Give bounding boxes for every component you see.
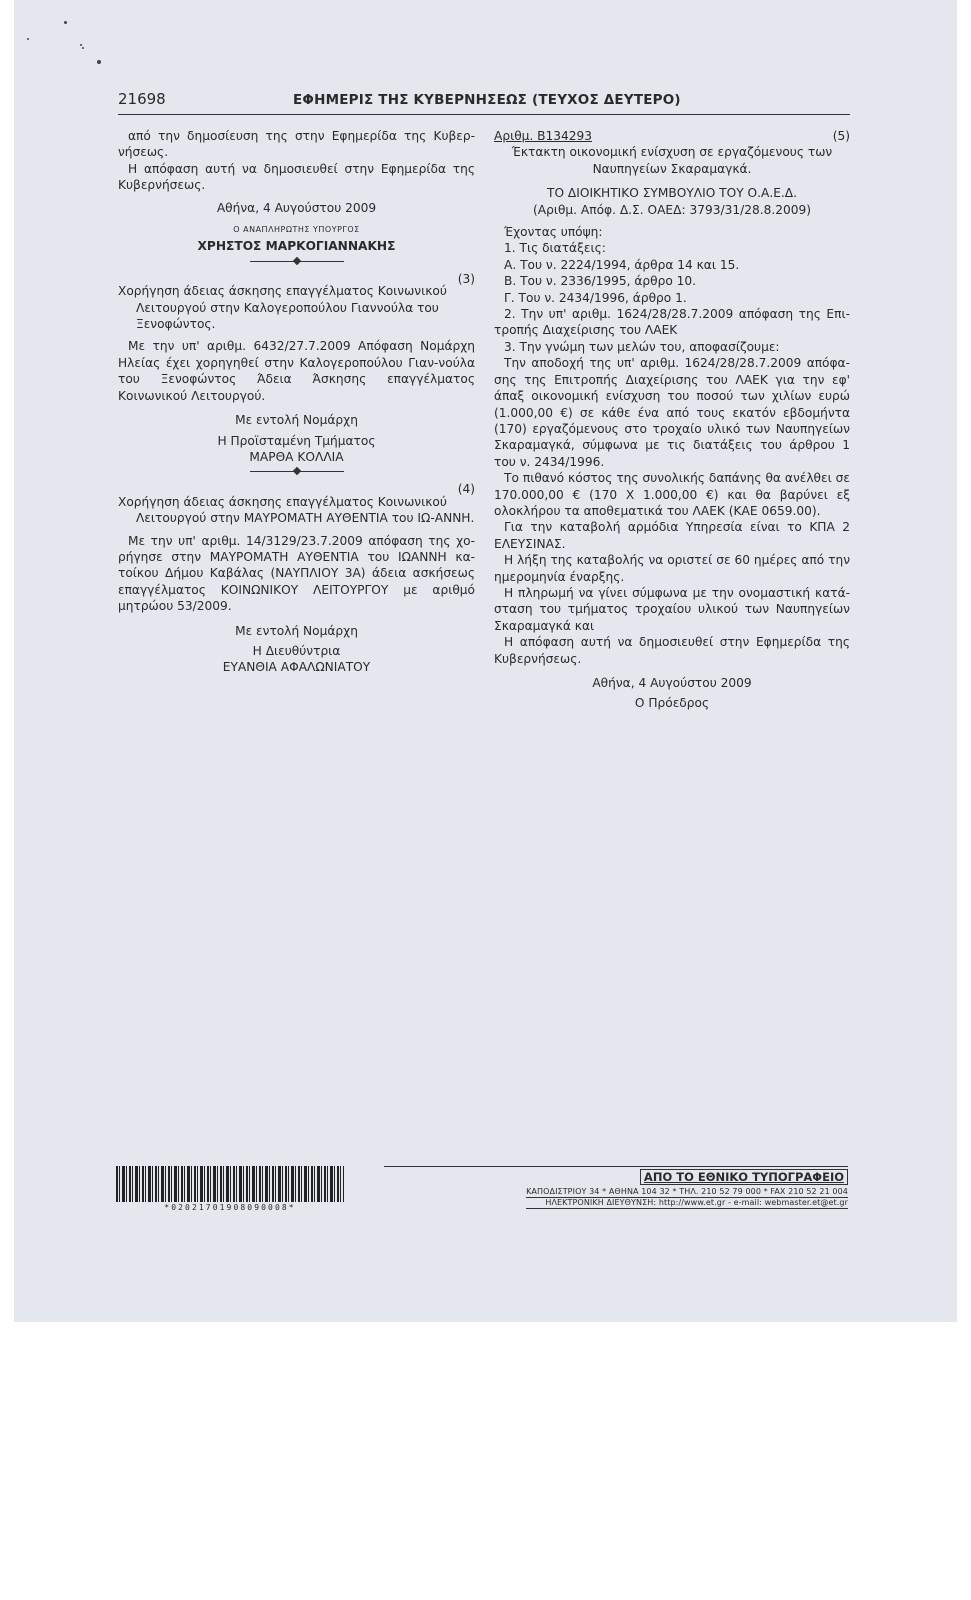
printer-rule	[384, 1166, 848, 1167]
page-header	[118, 88, 850, 115]
considering: Έχοντας υπόψη:	[504, 225, 603, 240]
item-3: 3. Την γνώμη των μελών του, αποφασίζουμε:	[504, 339, 780, 354]
section-3-sign-3: ΜΑΡΘΑ ΚΟΛΛΙΑ	[249, 449, 344, 464]
item-2: 2. Την υπ' αριθμ. 1624/28/28.7.2009 απόφαση της Επι-τροπής Διαχείρισης του ΛΑΕΚ	[494, 307, 850, 338]
barcode-bars	[116, 1166, 344, 1202]
printer-address: ΚΑΠΟΔΙΣΤΡΙΟΥ 34 * ΑΘΗΝΑ 104 32 * ΤΗΛ. 210 52 79 000 * FAX 210 52 21 004	[526, 1187, 848, 1196]
item-1: 1. Τις διατάξεις:	[504, 241, 606, 256]
decision-paragraph-3: Για την καταβολή αρμόδια Υπηρεσία είναι το ΚΠΑ 2 ΕΛΕΥΣΙΝΑΣ.	[494, 520, 850, 551]
section-separator	[250, 257, 344, 265]
decision-paragraph-2: Το πιθανό κόστος της συνολικής δαπάνης θα ανέλθει σε 170.000,00 € (170 Χ 1.000,00 €) και θα βαρύνει εξ ολοκλήρου τα αποθεματικά του ΛΑΕΚ (ΚΑΕ 0659.00).	[494, 471, 850, 518]
signer-name: ΧΡΗΣΤΟΣ ΜΑΡΚΟΓΙΑΝΝΑΚΗΣ	[197, 239, 396, 254]
right-date: Αθήνα, 4 Αυγούστου 2009	[592, 676, 752, 690]
decision-paragraph-6: Η απόφαση αυτή να δημοσιευθεί στην Εφημερίδα της Κυβερνήσεως.	[494, 635, 850, 666]
journal-title: ΕΦΗΜΕΡΙΣ ΤΗΣ ΚΥΒΕΡΝΗΣΕΩΣ (ΤΕΥΧΟΣ ΔΕΥΤΕΡΟ)	[293, 92, 681, 108]
right-column	[494, 128, 850, 712]
section-3-sign-1: Με εντολή Νομάρχη	[235, 413, 358, 428]
section-4-sign-3: ΕΥΑΝΘΙΑ ΑΦΑΛΩΝΙΑΤΟΥ	[222, 660, 371, 675]
left-date: Αθήνα, 4 Αυγούστου 2009	[216, 200, 377, 215]
item-1c: Γ. Του ν. 2434/1996, άρθρο 1.	[504, 290, 687, 305]
printer-contact	[526, 1187, 848, 1209]
signer-title: Ο ΑΝΑΠΛΗΡΩΤΗΣ ΥΠΟΥΡΓΟΣ	[233, 225, 360, 235]
decision-paragraph-1: Την αποδοχή της υπ' αριθμ. 1624/28/28.7.2009 απόφα-σης της Επιτροπής Διαχείρισης του ΛΑΕΚ για την εφ' άπαξ οικονομική ενίσχυση του ποσού των χιλίων ευρώ (1.000,00 €) σε κάθε ένα από τους εκατόν εβδομήντα (170) εργαζόμενους στο τροχαίο υλικό των Ναυπηγείων Σκαραμαγκά, σύμφωνα με τις διατάξεις του άρθρου 1 του ν. 2434/1996.	[494, 356, 850, 469]
section-3-title: Χορήγηση άδειας άσκησης επαγγέλματος Κοινωνικού Λειτουργού στην Καλογεροπούλου Γιαννούλα του Ξενοφώντος.	[118, 284, 447, 332]
intro-paragraph-1: από την δημοσίευση της στην Εφημερίδα της Κυβερ-νήσεως.	[118, 129, 475, 160]
decision-paragraph-4: Η λήξη της καταβολής να οριστεί σε 60 ημέρες από την ημερομηνία έναρξης.	[494, 553, 850, 584]
printer-block	[384, 1166, 848, 1207]
item-1b: Β. Του ν. 2336/1995, άρθρο 10.	[504, 274, 697, 289]
page-number: 21698	[118, 90, 166, 108]
section-3-number: (3)	[457, 271, 475, 286]
barcode	[116, 1166, 344, 1212]
decision-reference: Αριθμ. Β134293	[494, 129, 593, 143]
decision-paragraph-5: Η πληρωμή να γίνει σύμφωνα με την ονομαστική κατά-σταση του τμήματος τροχαίου υλικού των Ναυπηγείων Σκαραμαγκά και	[494, 585, 850, 633]
board-decision-ref: (Αριθμ. Απόφ. Δ.Σ. ΟΑΕΔ: 3793/31/28.8.2009)	[533, 202, 811, 217]
section-4-sign-2: Η Διευθύντρια	[252, 643, 341, 658]
section-4-body: Με την υπ' αριθμ. 14/3129/23.7.2009 απόφαση της χο-ρήγησε στην ΜΑΥΡΟΜΑΤΗ ΑΥΘΕΝΤΙΑ του ΙΩΑΝΝΗ κα-τοίκου Δήμου Καβάλας (ΝΑΥΠΛΙΟΥ 3Α) άδεια ασκήσεως επαγγέλματος ΚΟΙΝΩΝΙΚΟΥ ΛΕΙΤΟΥΡΓΟΥ με αριθμό μητρώου 53/2009.	[118, 533, 475, 614]
section-4-number: (4)	[457, 482, 475, 497]
section-5-title: Έκτακτη οικονομική ενίσχυση σε εργαζόμενους των Ναυπηγείων Σκαραμαγκά.	[511, 145, 833, 176]
barcode-digits: *02021701908090008*	[164, 1203, 296, 1212]
printer-name: ΑΠΟ ΤΟ ΕΘΝΙΚΟ ΤΥΠΟΓΡΑΦΕΙΟ	[640, 1169, 848, 1185]
left-column	[118, 128, 475, 676]
section-4-title: Χορήγηση άδειας άσκησης επαγγέλματος Κοινωνικού Λειτουργού στην ΜΑΥΡΟΜΑΤΗ ΑΥΘΕΝΤΙΑ του ΙΩ-ΑΝΝΗ.	[118, 494, 475, 526]
intro-paragraph-2: Η απόφαση αυτή να δημοσιευθεί στην Εφημερίδα της Κυβερνήσεως.	[118, 161, 475, 193]
section-3-sign-2: Η Προϊσταμένη Τμήματος	[217, 433, 376, 448]
section-separator	[250, 467, 344, 475]
item-1a: Α. Του ν. 2224/1994, άρθρα 14 και 15.	[504, 257, 740, 272]
board-name: ΤΟ ΔΙΟΙΚΗΤΙΚΟ ΣΥΜΒΟΥΛΙΟ ΤΟΥ Ο.Α.Ε.Δ.	[547, 186, 797, 201]
section-3-body: Με την υπ' αριθμ. 6432/27.7.2009 Απόφαση Νομάρχη Ηλείας έχει χορηγηθεί στην Καλογεροπούλου Γιαν-νούλα του Ξενοφώντος Άδεια Άσκησης επαγγέλματος Κοινωνικού Λειτουργού.	[118, 339, 475, 403]
right-signer: Ο Πρόεδρος	[634, 696, 710, 711]
section-5-number: (5)	[832, 129, 850, 143]
section-4-sign-1: Με εντολή Νομάρχη	[235, 623, 358, 638]
printer-web: ΗΛΕΚΤΡΟΝΙΚΗ ΔΙΕΥΘΥΝΣΗ: http://www.et.gr - e-mail: webmaster.et@et.gr	[526, 1198, 848, 1209]
